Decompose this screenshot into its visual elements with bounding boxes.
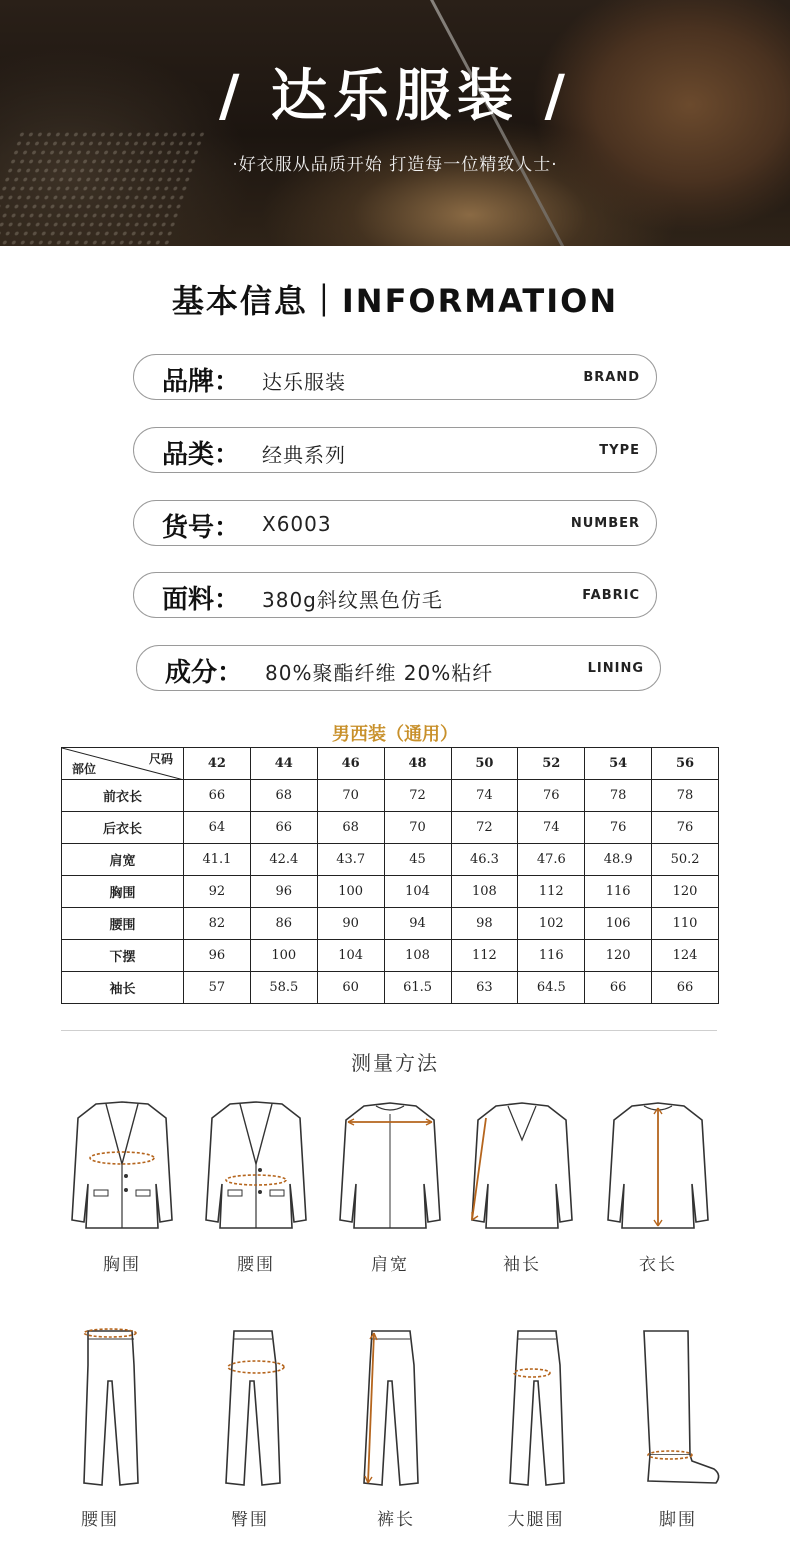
info-label: 品牌： bbox=[162, 367, 241, 397]
info-value: 经典系列 bbox=[262, 443, 346, 467]
table-cell: 92 bbox=[184, 876, 251, 908]
info-value: 达乐服装 bbox=[262, 370, 346, 394]
table-cell: 112 bbox=[451, 940, 518, 972]
measure-label-pants-length: 裤长 bbox=[377, 1510, 415, 1530]
pants-waist-figure bbox=[78, 1325, 144, 1491]
size-table bbox=[61, 747, 719, 1004]
table-cell: 45 bbox=[384, 844, 451, 876]
table-cell: 124 bbox=[652, 940, 719, 972]
table-cell: 96 bbox=[250, 876, 317, 908]
table-row bbox=[62, 780, 719, 812]
size-header-row bbox=[62, 748, 719, 780]
pants-length-icon bbox=[360, 1325, 426, 1491]
pants-thigh-icon bbox=[506, 1325, 572, 1491]
table-cell: 66 bbox=[585, 972, 652, 1004]
size-header-cell: 46 bbox=[317, 748, 384, 780]
table-cell: 63 bbox=[451, 972, 518, 1004]
table-cell: 94 bbox=[384, 908, 451, 940]
table-cell: 66 bbox=[652, 972, 719, 1004]
info-heading: 基本信息｜INFORMATION bbox=[171, 282, 619, 320]
hero-banner bbox=[0, 0, 790, 246]
table-cell: 43.7 bbox=[317, 844, 384, 876]
measure-title: 测量方法 bbox=[351, 1051, 439, 1075]
table-cell: 76 bbox=[652, 812, 719, 844]
info-label: 成分： bbox=[165, 658, 244, 688]
jacket-shoulder-icon bbox=[336, 1100, 444, 1234]
table-cell: 61.5 bbox=[384, 972, 451, 1004]
info-en-label: TYPE bbox=[599, 443, 640, 458]
measure-label-shoulder: 肩宽 bbox=[371, 1255, 409, 1275]
table-cell: 76 bbox=[518, 780, 585, 812]
pants-hip-icon bbox=[222, 1325, 288, 1491]
table-cell: 78 bbox=[652, 780, 719, 812]
info-label: 品类： bbox=[162, 440, 241, 470]
size-header-cell: 42 bbox=[184, 748, 251, 780]
info-value: 80%聚酯纤维 20%粘纤 bbox=[265, 661, 494, 685]
table-cell: 82 bbox=[184, 908, 251, 940]
table-cell: 47.6 bbox=[518, 844, 585, 876]
table-cell: 76 bbox=[585, 812, 652, 844]
table-cell: 42.4 bbox=[250, 844, 317, 876]
table-cell: 98 bbox=[451, 908, 518, 940]
table-cell: 41.1 bbox=[184, 844, 251, 876]
table-cell: 90 bbox=[317, 908, 384, 940]
size-header-cell: 56 bbox=[652, 748, 719, 780]
table-cell: 64 bbox=[184, 812, 251, 844]
corner-part-label: 部位 bbox=[72, 762, 97, 776]
table-cell: 70 bbox=[384, 812, 451, 844]
info-en-label: BRAND bbox=[583, 370, 640, 385]
info-row-brand bbox=[133, 354, 657, 400]
table-row bbox=[62, 844, 719, 876]
pants-hem-icon bbox=[636, 1325, 726, 1491]
table-cell: 68 bbox=[250, 780, 317, 812]
section-divider bbox=[61, 1030, 717, 1031]
pants-length-figure bbox=[360, 1325, 426, 1491]
size-header-cell: 54 bbox=[585, 748, 652, 780]
measure-label-hem: 脚围 bbox=[659, 1510, 697, 1530]
table-cell: 96 bbox=[184, 940, 251, 972]
table-cell: 66 bbox=[250, 812, 317, 844]
measure-label-length: 衣长 bbox=[639, 1255, 677, 1275]
info-row-fabric bbox=[133, 572, 657, 618]
table-cell: 72 bbox=[451, 812, 518, 844]
table-cell: 58.5 bbox=[250, 972, 317, 1004]
table-cell: 50.2 bbox=[652, 844, 719, 876]
table-cell: 46.3 bbox=[451, 844, 518, 876]
row-header: 袖长 bbox=[62, 972, 184, 1004]
table-cell: 104 bbox=[317, 940, 384, 972]
table-cell: 104 bbox=[384, 876, 451, 908]
row-header: 腰围 bbox=[62, 908, 184, 940]
measure-label-pants-waist: 腰围 bbox=[81, 1510, 119, 1530]
table-cell: 116 bbox=[518, 940, 585, 972]
pants-hem-figure bbox=[636, 1325, 726, 1491]
table-cell: 112 bbox=[518, 876, 585, 908]
pants-thigh-figure bbox=[506, 1325, 572, 1491]
table-row bbox=[62, 940, 719, 972]
info-row-lining bbox=[136, 645, 661, 691]
table-row bbox=[62, 972, 719, 1004]
table-cell: 68 bbox=[317, 812, 384, 844]
size-header-cell: 44 bbox=[250, 748, 317, 780]
brand-title: / 达乐服装 / bbox=[219, 64, 571, 129]
thimble-texture bbox=[0, 130, 209, 246]
table-cell: 64.5 bbox=[518, 972, 585, 1004]
jacket-waist-figure bbox=[200, 1100, 312, 1234]
info-en-label: LINING bbox=[587, 661, 644, 676]
table-cell: 86 bbox=[250, 908, 317, 940]
row-header: 前衣长 bbox=[62, 780, 184, 812]
jacket-chest-icon bbox=[66, 1100, 178, 1234]
jacket-sleeve-icon bbox=[468, 1100, 576, 1234]
table-row bbox=[62, 812, 719, 844]
info-row-number bbox=[133, 500, 657, 546]
table-cell: 108 bbox=[384, 940, 451, 972]
row-header: 胸围 bbox=[62, 876, 184, 908]
table-cell: 70 bbox=[317, 780, 384, 812]
table-cell: 74 bbox=[451, 780, 518, 812]
pants-waist-icon bbox=[78, 1325, 144, 1491]
table-cell: 60 bbox=[317, 972, 384, 1004]
jacket-chest-figure bbox=[66, 1100, 178, 1234]
table-cell: 116 bbox=[585, 876, 652, 908]
table-cell: 120 bbox=[652, 876, 719, 908]
corner-size-label: 尺码 bbox=[148, 752, 173, 766]
measure-label-hip: 臀围 bbox=[231, 1510, 269, 1530]
info-label: 货号： bbox=[162, 513, 241, 543]
table-cell: 78 bbox=[585, 780, 652, 812]
table-cell: 102 bbox=[518, 908, 585, 940]
jacket-length-figure bbox=[604, 1100, 712, 1234]
brand-slogan: ·好衣服从品质开始 打造每一位精致人士· bbox=[232, 155, 558, 175]
size-table-title: 男西装（通用） bbox=[332, 724, 458, 745]
measure-label-thigh: 大腿围 bbox=[507, 1510, 565, 1530]
info-row-type bbox=[133, 427, 657, 473]
info-en-label: FABRIC bbox=[582, 588, 640, 603]
jacket-waist-icon bbox=[200, 1100, 312, 1234]
info-value: X6003 bbox=[262, 512, 332, 536]
info-label: 面料： bbox=[162, 585, 241, 615]
pants-hip-figure bbox=[222, 1325, 288, 1491]
table-cell: 48.9 bbox=[585, 844, 652, 876]
table-cell: 66 bbox=[184, 780, 251, 812]
info-value: 380g斜纹黑色仿毛 bbox=[262, 588, 443, 612]
table-cell: 106 bbox=[585, 908, 652, 940]
table-cell: 120 bbox=[585, 940, 652, 972]
row-header: 下摆 bbox=[62, 940, 184, 972]
table-cell: 100 bbox=[317, 876, 384, 908]
jacket-sleeve-figure bbox=[468, 1100, 576, 1234]
row-header: 肩宽 bbox=[62, 844, 184, 876]
table-cell: 108 bbox=[451, 876, 518, 908]
table-row bbox=[62, 876, 719, 908]
measure-label-chest: 胸围 bbox=[103, 1255, 141, 1275]
jacket-length-icon bbox=[604, 1100, 712, 1234]
info-en-label: NUMBER bbox=[570, 516, 640, 531]
table-cell: 72 bbox=[384, 780, 451, 812]
size-header-cell: 50 bbox=[451, 748, 518, 780]
row-header: 后衣长 bbox=[62, 812, 184, 844]
jacket-shoulder-figure bbox=[336, 1100, 444, 1234]
table-cell: 74 bbox=[518, 812, 585, 844]
size-header-cell: 52 bbox=[518, 748, 585, 780]
table-row bbox=[62, 908, 719, 940]
table-cell: 100 bbox=[250, 940, 317, 972]
table-cell: 110 bbox=[652, 908, 719, 940]
size-header-cell: 48 bbox=[384, 748, 451, 780]
table-corner-cell bbox=[62, 748, 184, 780]
measure-label-sleeve: 袖长 bbox=[503, 1255, 541, 1275]
table-cell: 57 bbox=[184, 972, 251, 1004]
measure-label-waist: 腰围 bbox=[237, 1255, 275, 1275]
